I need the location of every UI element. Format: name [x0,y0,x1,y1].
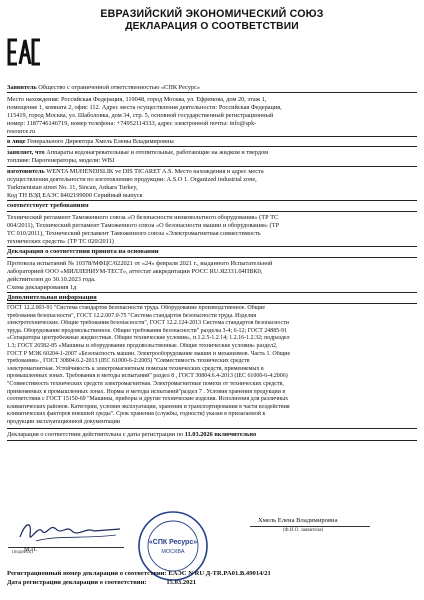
svg-text:«СПК Ресурс»: «СПК Ресурс» [148,539,198,546]
divider [7,246,417,247]
applicant-address: Место нахождения: Российская Федерация, 119048, город Москва, ул. Ефремова, дом 20, этаж 1, помещение 1, комната 2, офис 112. Адрес места осуществления деятельности: Российская Федерация, 115419, город Москва, ул. Шаболовка, дом 34, стр. 5, основной государственный регистрационный номер: 1187746146719, номер телефона: +74952114333, адрес электронной почты: info@spk- resource.ru [7,96,282,135]
representative: в лице Генерального Директора Хмель Елены Владимировны [7,138,174,145]
union-title: ЕВРАЗИЙСКИЙ ЭКОНОМИЧЕСКИЙ СОЮЗ [100,8,324,20]
divider [7,292,417,293]
additional-info-label: Дополнительная информация [7,294,97,301]
divider [7,440,417,441]
divider [7,166,417,167]
divider [7,136,417,137]
representative-name: Генерального Директора Хмель Елены Владимировны [27,138,174,145]
validity-row [7,431,417,439]
divider [7,211,417,212]
seal-place-label: М.П. [24,546,38,553]
basis-label: Декларация о соответствии принята на основании [7,248,159,255]
product-line-1: Аппараты водонагревательные и отопительные, работающие на жидком и твердом [46,149,269,156]
manufacturer-block: изготовитель WENTA MUHENDISLIK ve DIS TICARET A.S. Место нахождения и адрес места осуществления деятельности по изготовлению продукции: A.S.O 1. Organized industrial zone, Turkmenistan street No. 11, Sincan, Ankara Turkey, Код ТН ВЭД ЕАЭС 8402199000 Серийный выпуск [7,168,417,200]
validity-label: Декларация о соответствии действительна с даты регистрации по [7,431,184,438]
applicant-block [7,84,417,92]
requirements-text: Технический регламент Таможенного союза «О безопасности низковольтного оборудования» (ТР ТС 004/2011), Технический регламент Таможенного союза «О безопасности машин и оборудования» (ТР ТС 010/2011), Технический регламент Таможенного союза «Электромагнитная совместимость технических средств» (ТР ТС 020/2011) [7,214,279,245]
manufacturer-label: изготовитель [7,168,45,175]
validity-date: 11.03.2026 включительно [184,431,257,438]
svg-text:МОСКВА: МОСКВА [161,549,185,555]
registration-date: 15.03.2021 [166,579,197,586]
hs-code: Код ТН ВЭД ЕАЭС 8402199000 Серийный выпуск [7,191,143,199]
additional-info-text: ГОСТ 12.2.003-91 "Система стандартов безопасности труда. Оборудование производственное. Общие требования безопасности", ГОСТ 12.2.007.0-75 "Система стандартов безопасности труда. Изделия электротехнические. Общие требования безопасности", ГОСТ 12.2.124-2013 Система стандартов безопасности труда. Оборудование продовольственное. Общие требования безопасности" разделы 3-4; 6-12; ГОСТ 24885-91 «Сепараторы центробежные жидкостные. Общие технические условия», п.1.2.5-1.2.14; 1.2.16-1.2.32; подраздел 1.3; ГОСТ 26582-85 «Машины и оборудование продовольственные. Общие технические условия» раздел2, ГОСТ Р МЭК 60204-1-2007 «Безопасность машин. Электрооборудование машин и механизмов. Часть 1. Общие требования» , ГОСТ 30804.6.2-2013 (IEC 61000-6-2:2005) "Совместимость технических средств электромагнитная. Устойчивость к электромагнитным помехам технических средств, применяемых в промышленных зонах. Требования и методы испытаний" раздел 8 , ГОСТ 30804.6.4-2013 (IEC 61000-6-4:2006) "Совместимость технических средств электромагнитная. Электромагнитные помехи от технических средств, применяемых в промышленных зонах. Нормы и методы испытаний"раздел 7 . Условия хранения продукции в соответствии с ГОСТ 15150-69 "Машины, приборы и другие технические изделия. Исполнения для различных климатических районов. Категории, условия эксплуатации, хранения и транспортирования в части воздействия климатических факторов внешней среды". Срок хранения (службы, годности) указан в прилагаемой к продукции эксплуатационной документации [7,305,291,425]
applicant-name: Общество с ограниченной ответственностью «СПК Ресурс» [38,84,200,91]
product-line-2: топливе: Парогенераторы, модели: WBJ [7,156,115,164]
signature-caption: (подпись) [12,550,33,555]
applicant-label: Заявитель [7,84,37,91]
basis-text: Протокола испытаний № 10378/МФЦС/022021 от «24» февраля 2021 г., выданного Испытательной лабораторией ООО «МИЛЛЕНИУМ-ТЕСТ», аттестат аккредитации РОСС RU.Я2331.04ПВК0, действителен до 30.10.2023 года. Схема декларирования 1д [7,260,273,291]
signatory-name: Хмель Елена Владимировна [258,517,338,524]
divider [7,428,417,429]
divider [7,92,417,93]
name-line [250,526,370,527]
divider [7,303,417,304]
divider [7,146,417,147]
registration-label: Регистрационный номер декларации о соответствии: [7,570,167,577]
document-title: ДЕКЛАРАЦИЯ О СООТВЕТСТВИИ [125,21,299,32]
eac-logo-icon [7,37,41,67]
registration-block [7,569,417,587]
product-block [7,149,417,165]
registration-number: ЕАЭС N RU Д-TR.PA01.B.49014/21 [168,570,271,577]
signature-icon [16,515,126,547]
divider [7,200,417,201]
requirements-label: соответствует требованиям [7,202,89,209]
registration-date-label: Дата регистрации декларации о соответствии: [7,579,147,586]
name-caption: (Ф.И.О. заявителя) [283,528,324,533]
declares-label: заявляет, что [7,149,45,156]
divider [7,257,417,258]
